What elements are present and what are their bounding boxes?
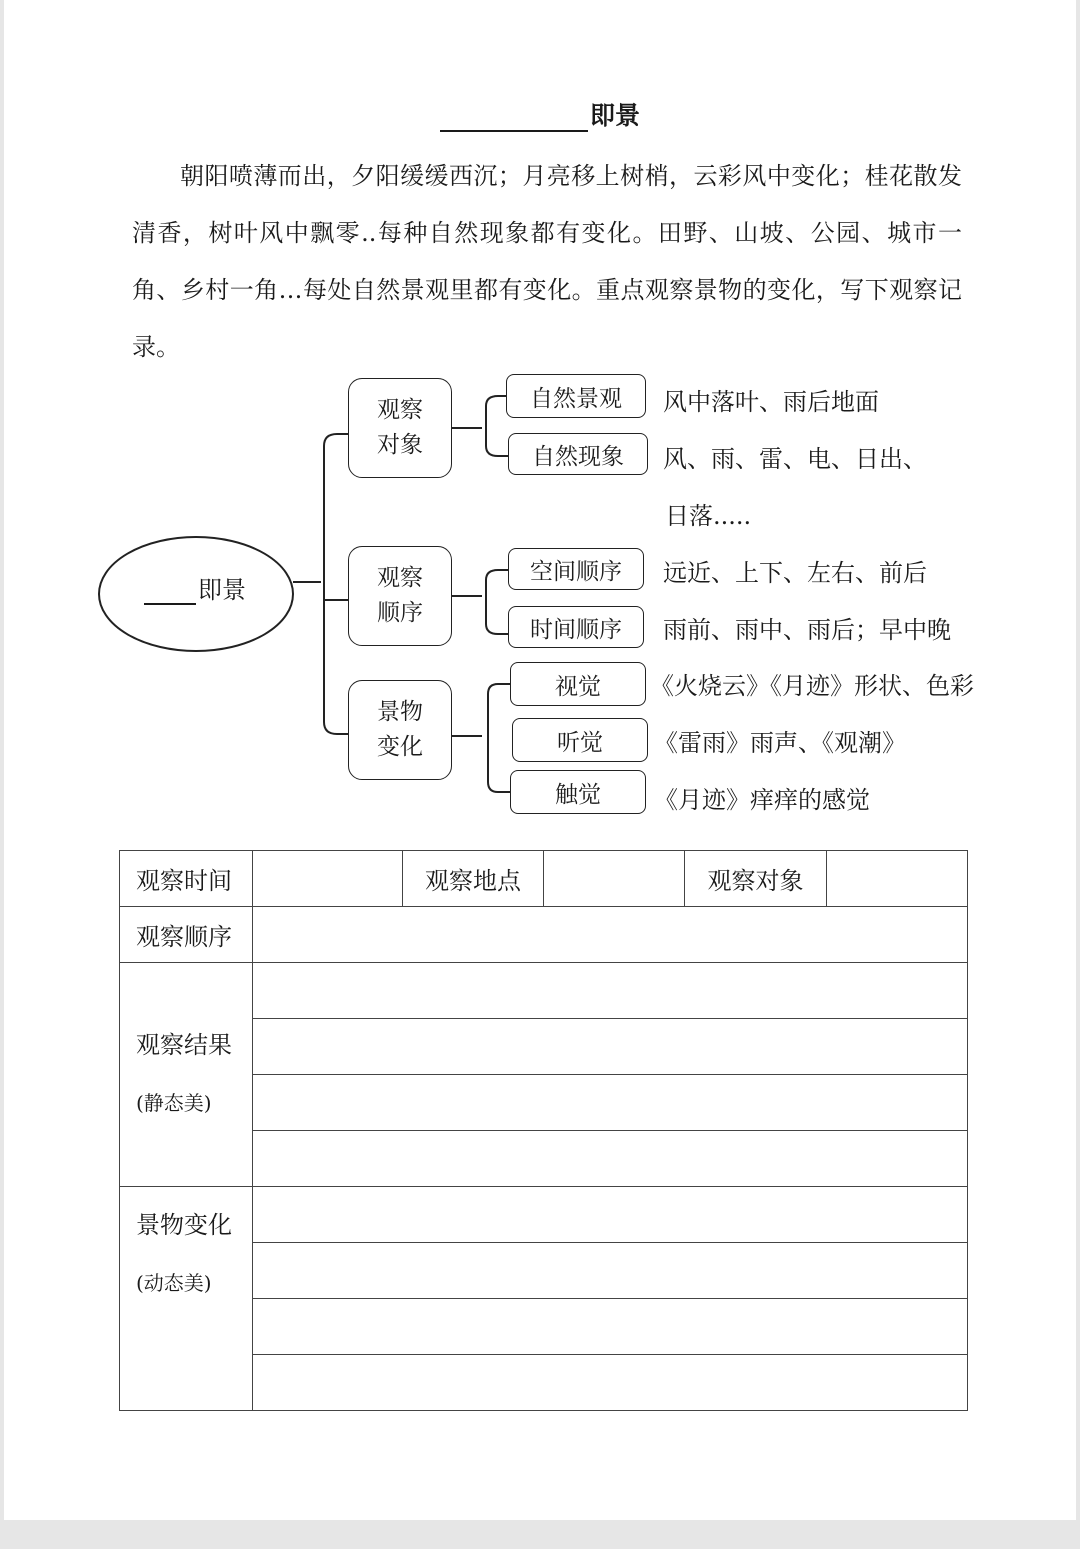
- observation-record-table: [119, 850, 968, 1411]
- table-row: [120, 1187, 968, 1243]
- subbox-tactile: 触觉: [510, 770, 646, 814]
- branch-box-scene-change: 景物 变化: [348, 680, 452, 780]
- table-row: [120, 907, 968, 963]
- result-label: 观察结果: [136, 1031, 232, 1059]
- place-label: 观察地点: [403, 851, 544, 907]
- object-input-cell[interactable]: [827, 851, 968, 907]
- time-input-cell[interactable]: [253, 851, 403, 907]
- result-sub-label: (静态美): [136, 1091, 212, 1115]
- branch-box-observe-object: 观察 对象: [348, 378, 452, 478]
- desc-visual: 《火烧云》《月迹》形状、色彩: [650, 672, 974, 700]
- desc-tactile: 《月迹》痒痒的感觉: [654, 786, 870, 814]
- branch-box-observe-order: 观察 顺序: [348, 546, 452, 646]
- result-line-1[interactable]: [253, 963, 968, 1019]
- mindmap-center-label: 即景: [144, 570, 246, 605]
- subbox-visual: 视觉: [510, 662, 646, 706]
- result-label-cell: [120, 963, 253, 1187]
- intro-paragraph: 朝阳喷薄而出，夕阳缓缓西沉；月亮移上树梢，云彩风中变化；桂花散发清香，树叶风中飘零..每种自然现象都有变化。田野、山坡、公园、城市一角、乡村一角…每处自然景观里都有变化。重点观察景物的变化，写下观察记录。: [132, 162, 962, 361]
- result-line-4[interactable]: [253, 1131, 968, 1187]
- desc-spatial-order: 远近、上下、左右、前后: [663, 559, 927, 587]
- center-blank-line: [144, 579, 196, 605]
- change-line-3[interactable]: [253, 1299, 968, 1355]
- desc-natural-phenomenon-cont: 日落.....: [665, 502, 752, 530]
- result-line-2[interactable]: [253, 1019, 968, 1075]
- change-label-cell: [120, 1187, 253, 1411]
- table-row: [120, 963, 968, 1019]
- place-input-cell[interactable]: [544, 851, 685, 907]
- order-input-cell[interactable]: [253, 907, 968, 963]
- table-row: [120, 851, 968, 907]
- subbox-auditory: 听觉: [512, 718, 648, 762]
- subbox-natural-phenomenon: 自然现象: [508, 433, 648, 475]
- change-label: 景物变化: [136, 1211, 232, 1239]
- object-label: 观察对象: [685, 851, 827, 907]
- desc-natural-phenomenon: 风、雨、雷、电、日出、: [663, 445, 927, 473]
- change-line-1[interactable]: [253, 1187, 968, 1243]
- result-line-3[interactable]: [253, 1075, 968, 1131]
- desc-natural-landscape: 风中落叶、雨后地面: [663, 388, 879, 416]
- subbox-natural-landscape: 自然景观: [506, 374, 646, 418]
- order-label: 观察顺序: [120, 907, 253, 963]
- change-line-2[interactable]: [253, 1243, 968, 1299]
- desc-time-order: 雨前、雨中、雨后；早中晚: [663, 616, 951, 644]
- change-sub-label: (动态美): [136, 1271, 212, 1295]
- time-label: 观察时间: [120, 851, 253, 907]
- subbox-time-order: 时间顺序: [508, 606, 644, 648]
- title-suffix: 即景: [590, 101, 641, 130]
- desc-auditory: 《雷雨》雨声、《观潮》: [654, 729, 906, 757]
- subbox-spatial-order: 空间顺序: [508, 548, 644, 590]
- change-line-4[interactable]: [253, 1355, 968, 1411]
